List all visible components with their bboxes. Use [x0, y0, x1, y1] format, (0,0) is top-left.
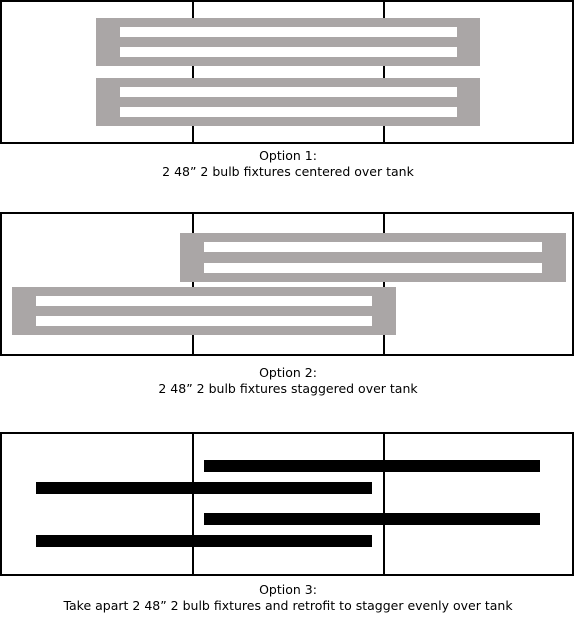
light-fixture-2 — [96, 78, 480, 126]
bulb-tube — [36, 296, 372, 306]
bulb-tube — [120, 87, 457, 97]
tank-option-1 — [0, 0, 574, 144]
bulb-tube — [120, 47, 457, 57]
bulb-tube — [120, 27, 457, 37]
bulb-tube — [36, 316, 372, 326]
bulb-tube — [36, 482, 372, 494]
tank-divider-right — [383, 434, 385, 574]
option-3-description: Take apart 2 48” 2 bulb fixtures and retrofit to stagger evenly over tank — [63, 598, 513, 613]
bulb-tube — [204, 460, 540, 472]
option-2-caption — [0, 365, 576, 397]
option-3-title: Option 3: — [259, 582, 317, 597]
bulb-tube — [36, 535, 372, 547]
tank-option-2 — [0, 212, 574, 356]
light-fixture-2 — [12, 287, 396, 335]
option-1-caption — [0, 148, 576, 180]
tank-option-3 — [0, 432, 574, 576]
bulb-tube — [204, 263, 542, 273]
option-1-title: Option 1: — [259, 148, 317, 163]
bulb-tube — [204, 513, 540, 525]
tank-divider-left — [192, 434, 194, 574]
option-2-description: 2 48” 2 bulb fixtures staggered over tank — [158, 381, 418, 396]
option-3-caption — [0, 582, 576, 614]
bulb-tube — [120, 107, 457, 117]
option-1-description: 2 48” 2 bulb fixtures centered over tank — [162, 164, 414, 179]
option-2-title: Option 2: — [259, 365, 317, 380]
light-fixture-1 — [180, 233, 566, 282]
bulb-tube — [204, 242, 542, 252]
light-fixture-1 — [96, 18, 480, 66]
